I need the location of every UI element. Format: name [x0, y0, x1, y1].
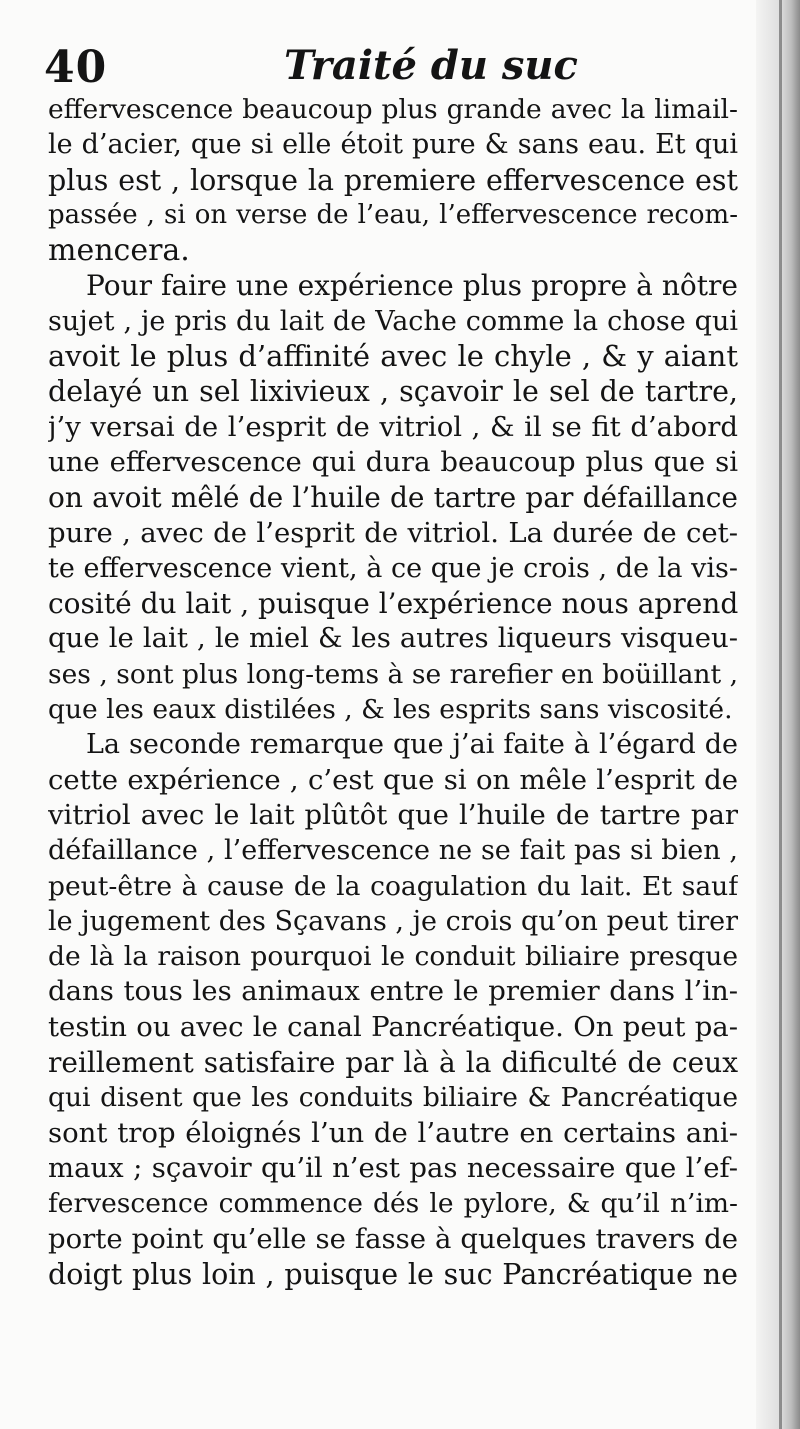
text-line: avoit le plus d’affinité avec le chyle , & y aiant: [48, 339, 738, 374]
text-line: que les eaux distilées , & les esprits sans viscosité.: [48, 694, 733, 726]
running-title: Traité du suc: [284, 42, 578, 89]
text-line: plus est , lorsque la premiere effervescence est: [48, 163, 738, 197]
text-line: on avoit mêlé de l’huile de tartre par défaillance: [48, 481, 738, 515]
text-line: testin ou avec le canal Pancréatique. On peut pa-: [48, 1010, 738, 1043]
page-header: [44, 40, 744, 96]
text-line: fervescence commence dés le pylore, & qu’il n’im-: [48, 1188, 738, 1220]
text-line: sont trop éloignés l’un de l’autre en certains ani-: [48, 1116, 738, 1149]
text-line: sujet , je pris du lait de Vache comme la chose qui: [48, 305, 738, 337]
text-line: dans tous les animaux entre le premier dans l’in-: [48, 975, 738, 1008]
page-edge-shadow: [756, 0, 800, 1429]
text-line: le d’acier, que si elle étoit pure & sans eau. Et qui: [48, 129, 738, 161]
text-line: ses , sont plus long-tems à se rarefier en boüillant ,: [48, 658, 738, 690]
body-text: [48, 92, 738, 1292]
text-line: défaillance , l’effervescence ne se fait pas si bien ,: [48, 835, 738, 867]
text-line: une effervescence qui dura beaucoup plus que si: [48, 445, 738, 478]
text-line: pure , avec de l’esprit de vitriol. La durée de cet-: [48, 516, 738, 549]
text-line: j’y versai de l’esprit de vitriol , & il se fit d’abord: [48, 410, 738, 443]
text-line: porte point qu’elle se fasse à quelques travers de: [48, 1222, 738, 1255]
text-line: La seconde remarque que j’ai faite à l’égard de: [86, 729, 738, 761]
text-line: passée , si on verse de l’eau, l’effervescence recom-: [48, 199, 738, 230]
page-edge-line: [779, 0, 782, 1429]
text-line: que le lait , le miel & les autres liqueurs visqueu-: [48, 622, 738, 655]
text-line: Pour faire une expérience plus propre à nôtre: [86, 269, 738, 303]
text-line: mencera.: [48, 233, 190, 269]
text-line: delayé un sel lixivieux , sçavoir le sel de tartre,: [48, 375, 738, 409]
text-line: cette expérience , c’est que si on mêle l’esprit de: [48, 763, 738, 796]
text-line: qui disent que les conduits biliaire & Pancréatique: [48, 1082, 738, 1114]
text-line: peut-être à cause de la coagulation du lait. Et sauf: [48, 870, 738, 902]
text-line: doigt plus loin , puisque le suc Pancréatique ne: [48, 1257, 738, 1291]
text-line: reillement satisfaire par là à la dificulté de ceux: [48, 1046, 738, 1080]
text-line: maux ; sçavoir qu’il n’est pas necessaire que l’ef-: [48, 1151, 738, 1184]
text-line: le jugement des Sçavans , je crois qu’on peut tirer: [48, 905, 738, 937]
text-line: cosité du lait , puisque l’expérience nous aprend: [48, 587, 738, 621]
text-line: effervescence beaucoup plus grande avec la limail-: [48, 94, 738, 125]
text-line: te effervescence vient, à ce que je crois , de la vis-: [48, 552, 738, 584]
text-line: de là la raison pourquoi le conduit biliaire presque: [48, 941, 738, 973]
page-number: 40: [44, 42, 108, 93]
text-line: vitriol avec le lait plûtôt que l’huile de tartre par: [48, 798, 738, 831]
